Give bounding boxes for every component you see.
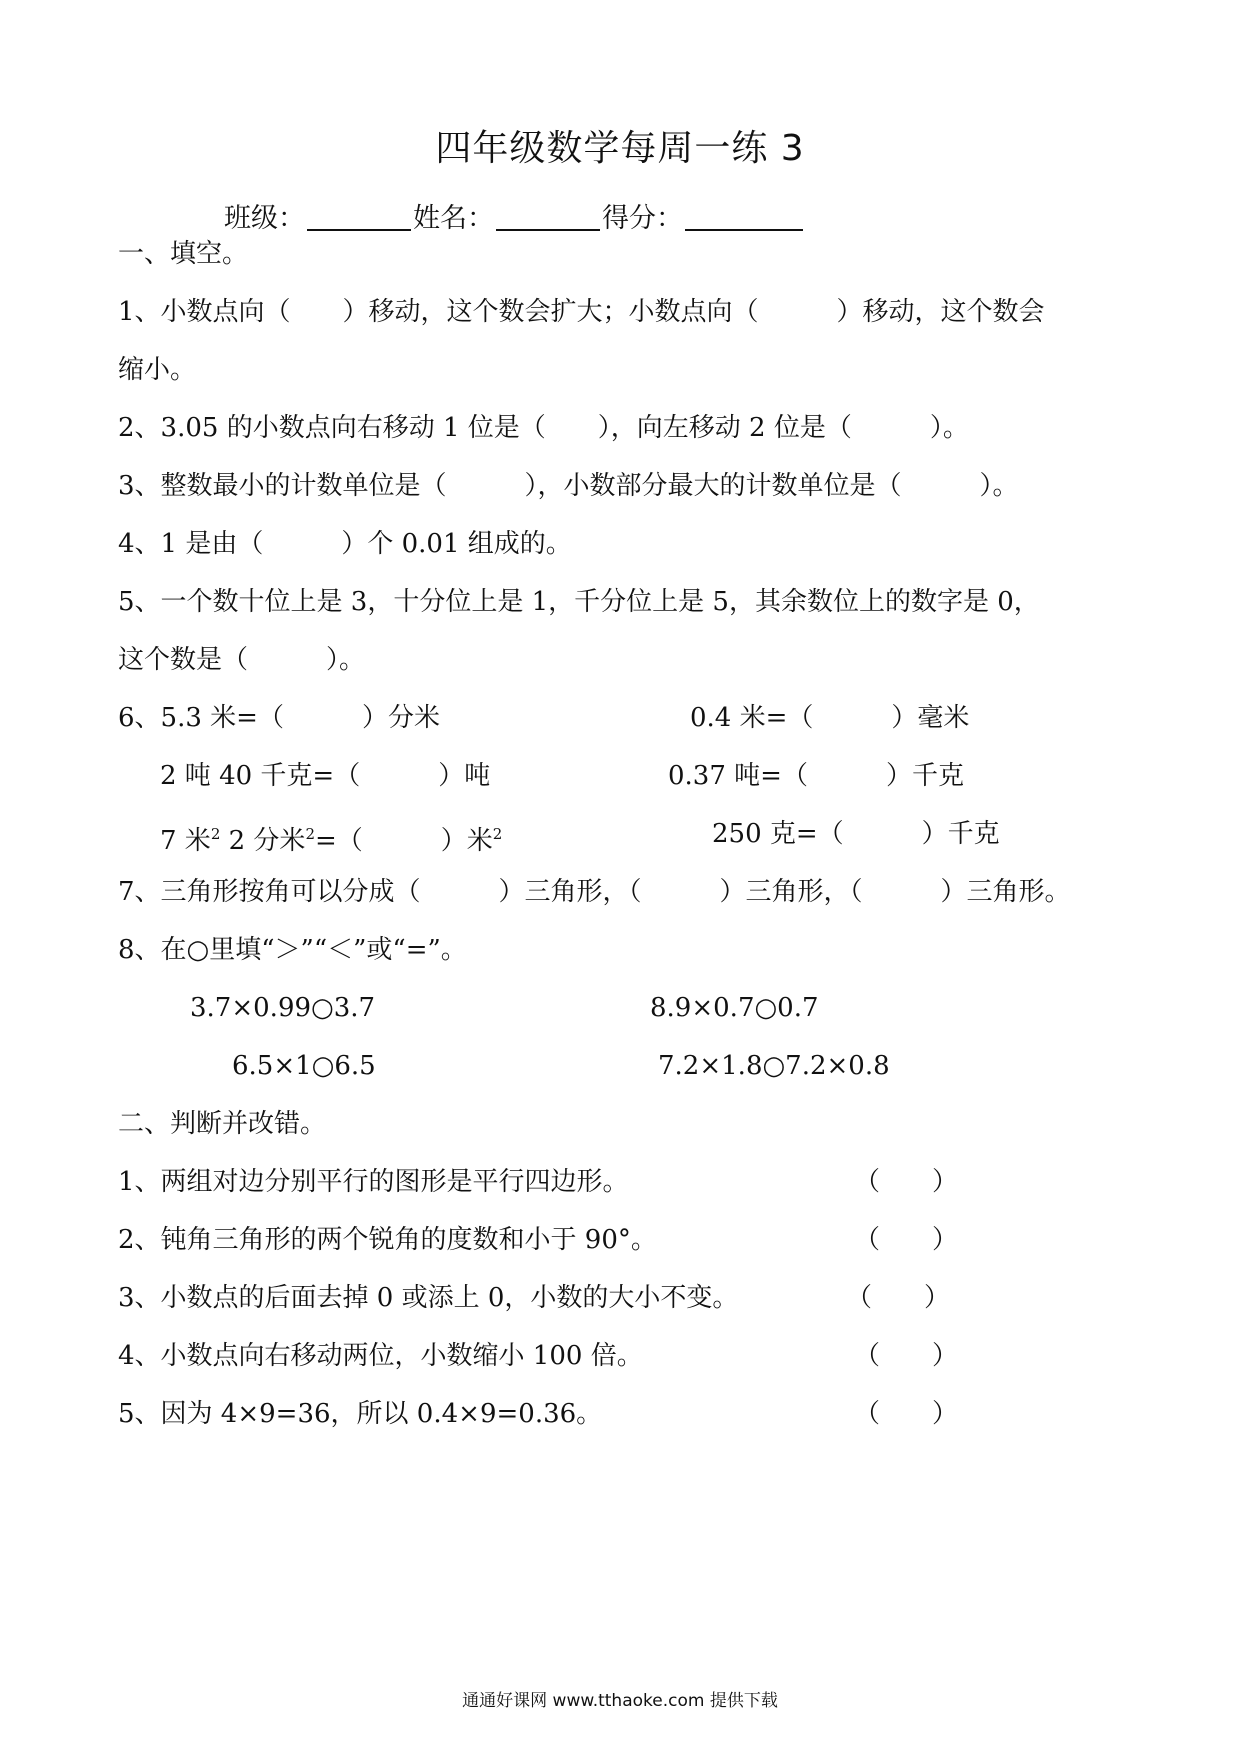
q6-r3-part2: 2 分米 bbox=[220, 826, 306, 856]
question-8-item-3: 6.5×1○6.5 bbox=[232, 1051, 376, 1081]
question-5-line-1: 5、一个数十位上是 3，十分位上是 1，千分位上是 5，其余数位上的数字是 0， bbox=[118, 587, 1040, 617]
question-2: 2、3.05 的小数点向右移动 1 位是（ ），向左移动 2 位是（ ）。 bbox=[118, 413, 969, 443]
judge-answer-paren-1[interactable]: （ ） bbox=[854, 1167, 959, 1197]
q6-r3-sup2: 2 bbox=[305, 825, 315, 843]
question-8-item-1: 3.7×0.99○3.7 bbox=[190, 993, 376, 1023]
question-6-row-1-left: 6、5.3 米=（ ）分米 bbox=[118, 703, 440, 733]
judge-answer-paren-3[interactable]: （ ） bbox=[846, 1283, 951, 1313]
section2-heading: 二、判断并改错。 bbox=[118, 1109, 327, 1139]
judge-item-4: 4、小数点向右移动两位，小数缩小 100 倍。 bbox=[118, 1341, 643, 1371]
section1-heading: 一、填空。 bbox=[118, 239, 249, 269]
question-6-row-1-right: 0.4 米=（ ）毫米 bbox=[690, 703, 970, 733]
judge-item-3: 3、小数点的后面去掉 0 或添上 0，小数的大小不变。 bbox=[118, 1283, 739, 1313]
question-3: 3、整数最小的计数单位是（ ），小数部分最大的计数单位是（ ）。 bbox=[118, 471, 1019, 501]
question-1-line-1: 1、小数点向（ ）移动，这个数会扩大；小数点向（ ）移动，这个数会 bbox=[118, 297, 1045, 327]
question-6-row-3-right: 250 克=（ ）千克 bbox=[712, 819, 1000, 849]
question-6-row-2-left: 2 吨 40 千克=（ ）吨 bbox=[160, 761, 491, 791]
q6-r3-sup3: 2 bbox=[492, 825, 503, 843]
judge-answer-paren-2[interactable]: （ ） bbox=[854, 1225, 959, 1255]
footer-credit: 通通好课网 www.tthaoke.com 提供下载 bbox=[462, 1691, 778, 1711]
judge-answer-paren-4[interactable]: （ ） bbox=[854, 1341, 959, 1371]
score-label: 得分： bbox=[602, 203, 683, 234]
judge-item-2: 2、钝角三角形的两个锐角的度数和小于 90°。 bbox=[118, 1225, 657, 1255]
name-blank[interactable] bbox=[496, 199, 600, 231]
name-label: 姓名： bbox=[413, 203, 494, 234]
page-title: 四年级数学每周一练 3 bbox=[435, 128, 805, 169]
q6-r3-part3: =（ ）米 bbox=[314, 826, 493, 856]
question-1-line-2: 缩小。 bbox=[118, 355, 197, 385]
question-6-row-2-right: 0.37 吨=（ ）千克 bbox=[668, 761, 964, 791]
question-4: 4、1 是由（ ）个 0.01 组成的。 bbox=[118, 529, 572, 559]
q6-r3-part1: 7 米 bbox=[160, 826, 211, 856]
class-label: 班级： bbox=[224, 203, 305, 234]
question-6-row-3-left bbox=[160, 816, 502, 859]
question-5-line-2: 这个数是（ ）。 bbox=[118, 645, 366, 675]
class-blank[interactable] bbox=[307, 199, 411, 231]
judge-item-1: 1、两组对边分别平行的图形是平行四边形。 bbox=[118, 1167, 629, 1197]
score-blank[interactable] bbox=[685, 199, 803, 231]
question-7: 7、三角形按角可以分成（ ）三角形，（ ）三角形，（ ）三角形。 bbox=[118, 877, 1071, 907]
question-8: 8、在○里填“＞”“＜”或“=”。 bbox=[118, 935, 467, 965]
judge-answer-paren-5[interactable]: （ ） bbox=[854, 1399, 959, 1429]
question-8-item-4: 7.2×1.8○7.2×0.8 bbox=[658, 1051, 890, 1081]
judge-item-5: 5、因为 4×9=36，所以 0.4×9=0.36。 bbox=[118, 1399, 603, 1429]
q6-r3-sup1: 2 bbox=[210, 825, 221, 843]
student-info-row bbox=[224, 196, 805, 235]
question-8-item-2: 8.9×0.7○0.7 bbox=[650, 993, 819, 1023]
